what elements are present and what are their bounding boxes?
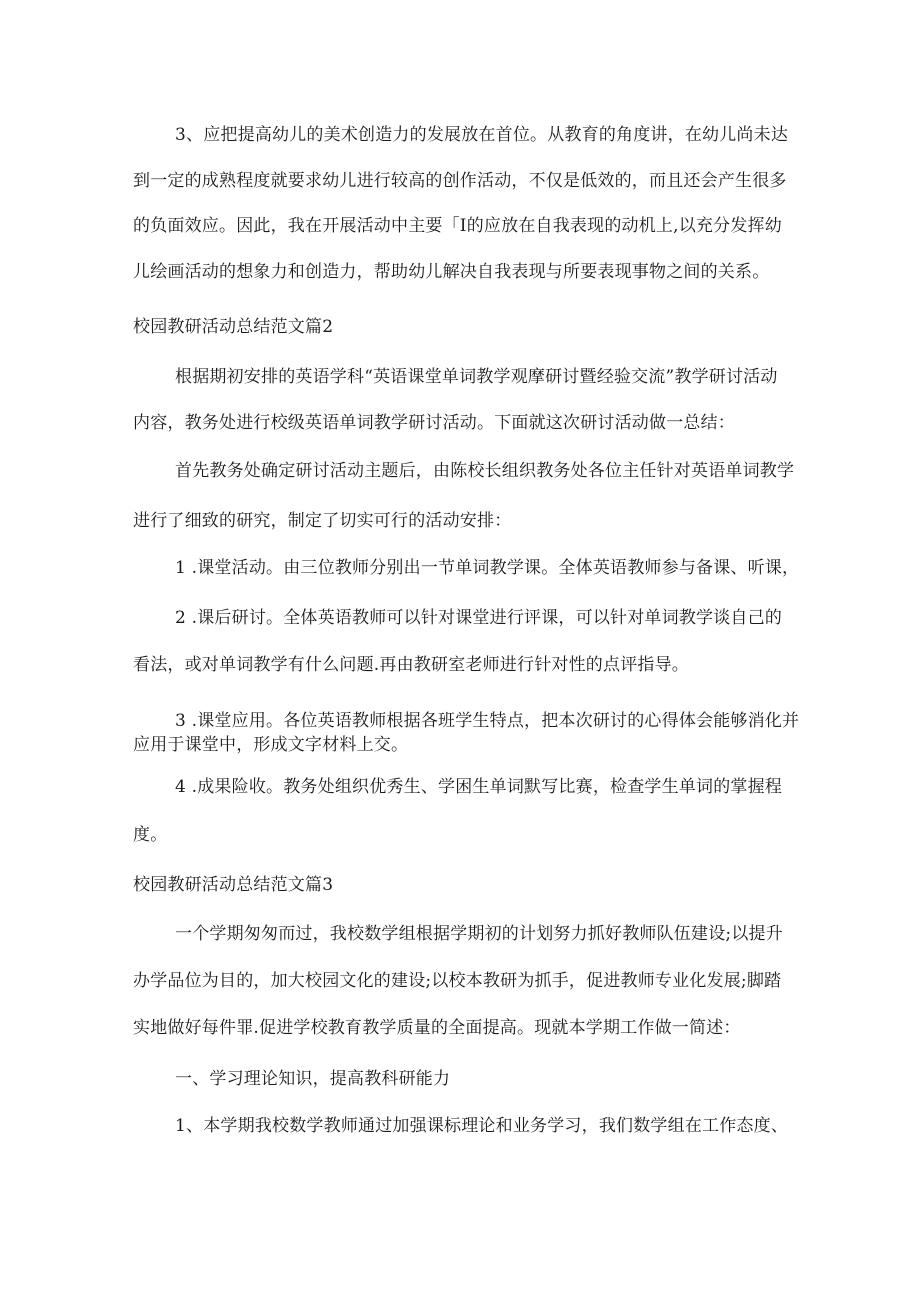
- subsection-heading: 一、学习理论知识，提高教科研能力: [175, 1069, 451, 1089]
- paragraph-line: 1、本学期我校数学教师通过加强课标理论和业务学习，我们数学组在工作态度、: [175, 1116, 789, 1136]
- paragraph-line: 的负面效应。因此，我在开展活动中主要「I的应放在自我表现的动机上,以充分发挥幼: [133, 216, 782, 236]
- paragraph-line: 实地做好每件罪.促进学校教育教学质量的全面提高。现就本学期工作做一简述：: [133, 1018, 741, 1038]
- paragraph-line: 根据期初安排的英语学科“英语课堂单词教学观摩研讨暨经验交流”教学研讨活动: [175, 367, 778, 387]
- paragraph-line: 儿绘画活动的想象力和创造力，帮助幼儿解决自我表现与所要表现事物之间的关系。: [133, 262, 770, 282]
- list-item: 4 .成果险收。教务处组织优秀生、学困生单词默写比赛，检查学生单词的掌握程: [175, 777, 783, 797]
- list-item: 2 .课后研讨。全体英语教师可以针对课堂进行评课，可以针对单词教学谈自己的: [175, 608, 783, 628]
- paragraph-line: 内容，教务处进行校级英语单词教学研讨活动。下面就这次研讨活动做一总结：: [133, 413, 735, 433]
- section-heading: 校园教研活动总结范文篇3: [133, 875, 334, 895]
- paragraph-line: 首先教务处确定研讨活动主题后，由陈校长组织教务处各位主任针对英语单词教学: [175, 461, 795, 481]
- paragraph-line: 应用于课堂中，形成文字材料上交。: [133, 735, 409, 755]
- section-heading: 校园教研活动总结范文篇2: [133, 317, 334, 337]
- paragraph-line: 3、应把提高幼儿的美术创造力的发展放在首位。从教育的角度讲，在幼儿尚未达: [175, 125, 789, 145]
- paragraph-line: 一个学期匆匆而过，我校数学组根据学期初的计划努力抓好教师队伍建设;以提升: [175, 924, 783, 944]
- paragraph-line: 到一定的成熟程度就要求幼儿进行较高的创作活动，不仅是低效的，而且还会产生很多: [133, 171, 787, 191]
- list-item: 1 .课堂活动。由三位教师分别出一节单词教学课。全体英语教师参与备课、听课，: [175, 558, 800, 578]
- paragraph-line: 进行了细致的研究，制定了切实可行的活动安排：: [133, 511, 512, 531]
- paragraph-line: 度。: [133, 825, 168, 845]
- paragraph-line: 看法，或对单词教学有什么问题.再由教研室老师进行针对性的点评指导。: [133, 655, 690, 675]
- paragraph-line: 办学品位为目的，加大校园文化的建设;以校本教研为抓手，促进教师专业化发展;脚踏: [133, 971, 782, 991]
- list-item: 3 .课堂应用。各位英语教师根据各班学生特点，把本次研讨的心得体会能够消化并: [175, 711, 800, 731]
